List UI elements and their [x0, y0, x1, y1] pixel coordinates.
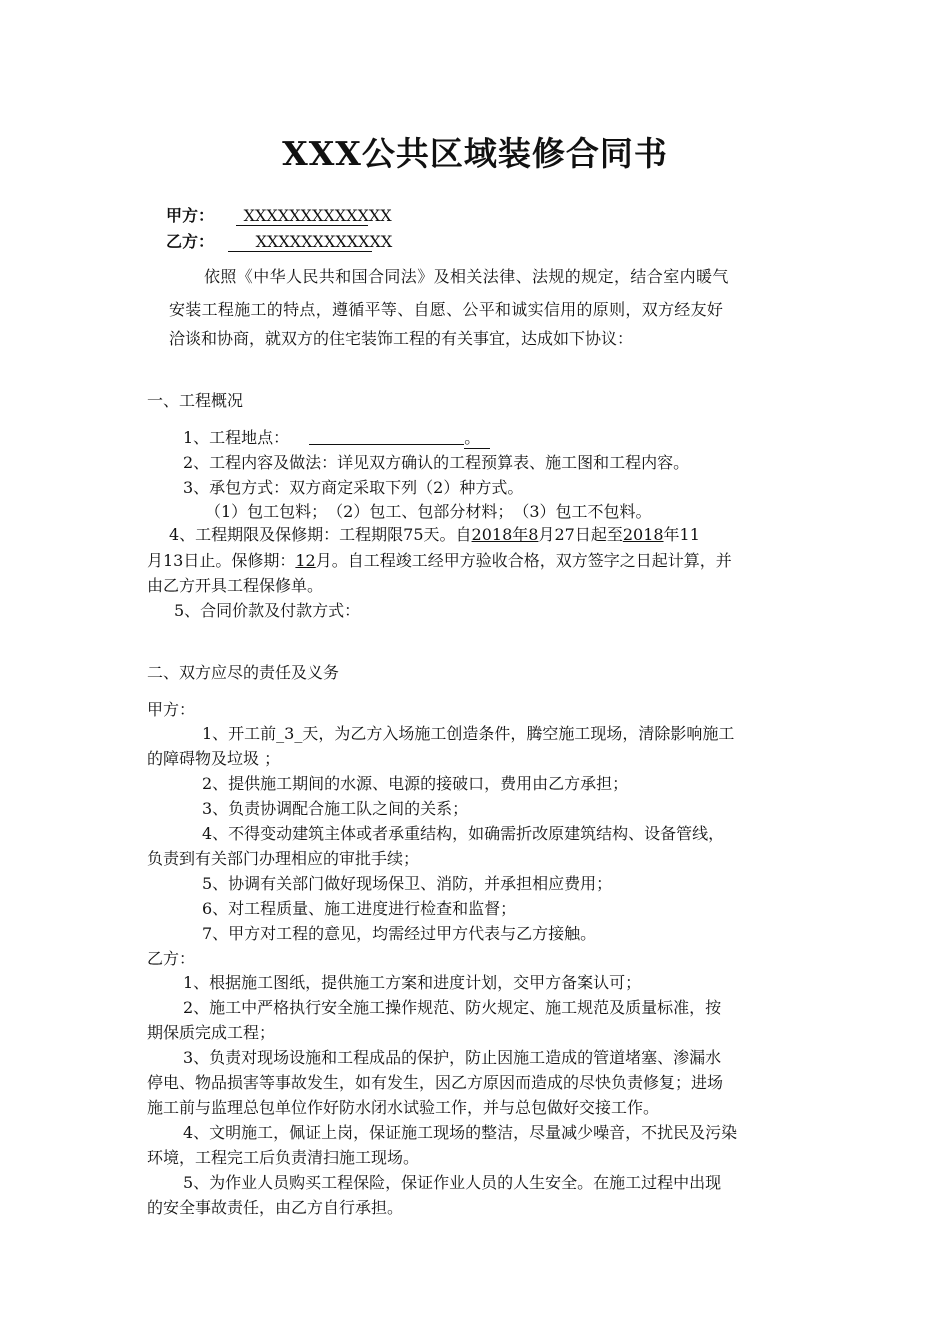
a-item-line: 7、甲方对工程的意见，均需经过甲方代表与乙方接触。 [202, 924, 597, 943]
b-item-line: 期保质完成工程； [147, 1023, 276, 1042]
document-title: XXX公共区域装修合同书 [282, 134, 668, 173]
a-item-line: 4、不得变动建筑主体或者承重结构，如确需折改原建筑结构、设备管线， [202, 824, 725, 843]
intro-line-1: 依照《中华人民共和国合同法》及相关法律、法规的规定，结合室内暖气 [204, 267, 729, 286]
b-item-line: 2、施工中严格执行安全施工操作规范、防火规定、施工规范及质量标准，按 [183, 998, 722, 1017]
section-2-title: 二、双方应尽的责任及义务 [147, 663, 340, 682]
s1-item-1 [183, 428, 490, 449]
a-item-line: 的障碍物及垃圾 ； [147, 749, 281, 768]
s1-item-4-text-e: 月。自工程竣工经甲方验收合格，双方签字之日起计算，并 [315, 551, 732, 570]
party-a-line [166, 203, 392, 226]
s1-item-4-text-c: 年11 [663, 525, 700, 544]
b-item-line: 的安全事故责任，由乙方自行承担。 [147, 1198, 404, 1217]
s1-item-4-text-d: 月13日止。保修期： [147, 551, 296, 570]
b-item-line: 停电、物品损害等事故发生，如有发生，因乙方原因而造成的尽快负责修复；进场 [147, 1073, 724, 1092]
a-item-line: 1、开工前_3_天，为乙方入场施工创造条件，腾空施工现场，清除影响施工 [202, 724, 735, 743]
intro-line-2: 安装工程施工的特点，遵循平等、自愿、公平和诚实信用的原则，双方经友好 [169, 300, 724, 319]
b-item-line: 施工前与监理总包单位作好防水闭水试验工作，并与总包做好交接工作。 [147, 1098, 660, 1117]
s1-item-4-line-2 [147, 551, 732, 571]
section-1-title: 一、工程概况 [147, 391, 244, 410]
a-item-line: 5、协调有关部门做好现场保卫、消防，并承担相应费用； [202, 874, 613, 893]
s1-item-3-options: （1）包工包料； （2）包工、包部分材料； （3）包工不包料。 [205, 502, 652, 521]
a-item-line: 负责到有关部门办理相应的审批手续； [147, 849, 420, 868]
b-item-line: 3、负责对现场设施和工程成品的保护，防止因施工造成的管道堵塞、渗漏水 [183, 1048, 722, 1067]
b-item-line: 4、文明施工，佩证上岗，保证施工现场的整洁，尽量减少噪音，不扰民及污染 [183, 1123, 738, 1142]
location-blank [309, 430, 464, 445]
s1-item-4-text-a: 4、工程期限及保修期：工程期限75天。自 [169, 525, 472, 544]
a-item-line: 2、提供施工期间的水源、电源的接破口，费用由乙方承担； [202, 774, 629, 793]
party-b-value: XXXXXXXXXXXX [228, 233, 372, 252]
warranty-months-underlined: 12 [295, 551, 316, 570]
s1-item-5: 5、合同价款及付款方式： [174, 601, 361, 620]
b-item-line: 1、根据施工图纸，提供施工方案和进度计划，交甲方备案认可； [183, 973, 642, 992]
party-a-heading: 甲方： [147, 700, 196, 719]
s1-item-1-tail: 。 [464, 428, 490, 449]
intro-line-3: 洽谈和协商，就双方的住宅装饰工程的有关事宜，达成如下协议： [169, 329, 634, 348]
party-b-label: 乙方： [166, 232, 215, 251]
s1-item-1-label: 1、工程地点： [183, 428, 290, 447]
s1-item-3: 3、承包方式：双方商定采取下列（2）种方式。 [183, 478, 524, 497]
b-item-line: 环境，工程完工后负责清扫施工现场。 [147, 1148, 420, 1167]
s1-item-4-line-1 [169, 525, 700, 545]
a-item-line: 6、对工程质量、施工进度进行检查和监督； [202, 899, 517, 918]
end-year-underlined: 2018 [622, 525, 664, 544]
a-item-line: 3、负责协调配合施工队之间的关系； [202, 799, 469, 818]
s1-item-2: 2、工程内容及做法：详见双方确认的工程预算表、施工图和工程内容。 [183, 453, 690, 472]
start-date-underlined: 2018年8 [471, 525, 539, 544]
party-b-heading: 乙方： [147, 949, 196, 968]
s1-item-4-text-b: 月27日起至 [538, 525, 623, 544]
s1-item-4-line-3: 由乙方开具工程保修单。 [147, 576, 324, 595]
party-b-line [166, 229, 393, 252]
b-item-line: 5、为作业人员购买工程保险，保证作业人员的人生安全。在施工过程中出现 [183, 1173, 722, 1192]
party-a-label: 甲方： [166, 206, 215, 225]
party-a-value: XXXXXXXXXXXXX [236, 207, 368, 226]
